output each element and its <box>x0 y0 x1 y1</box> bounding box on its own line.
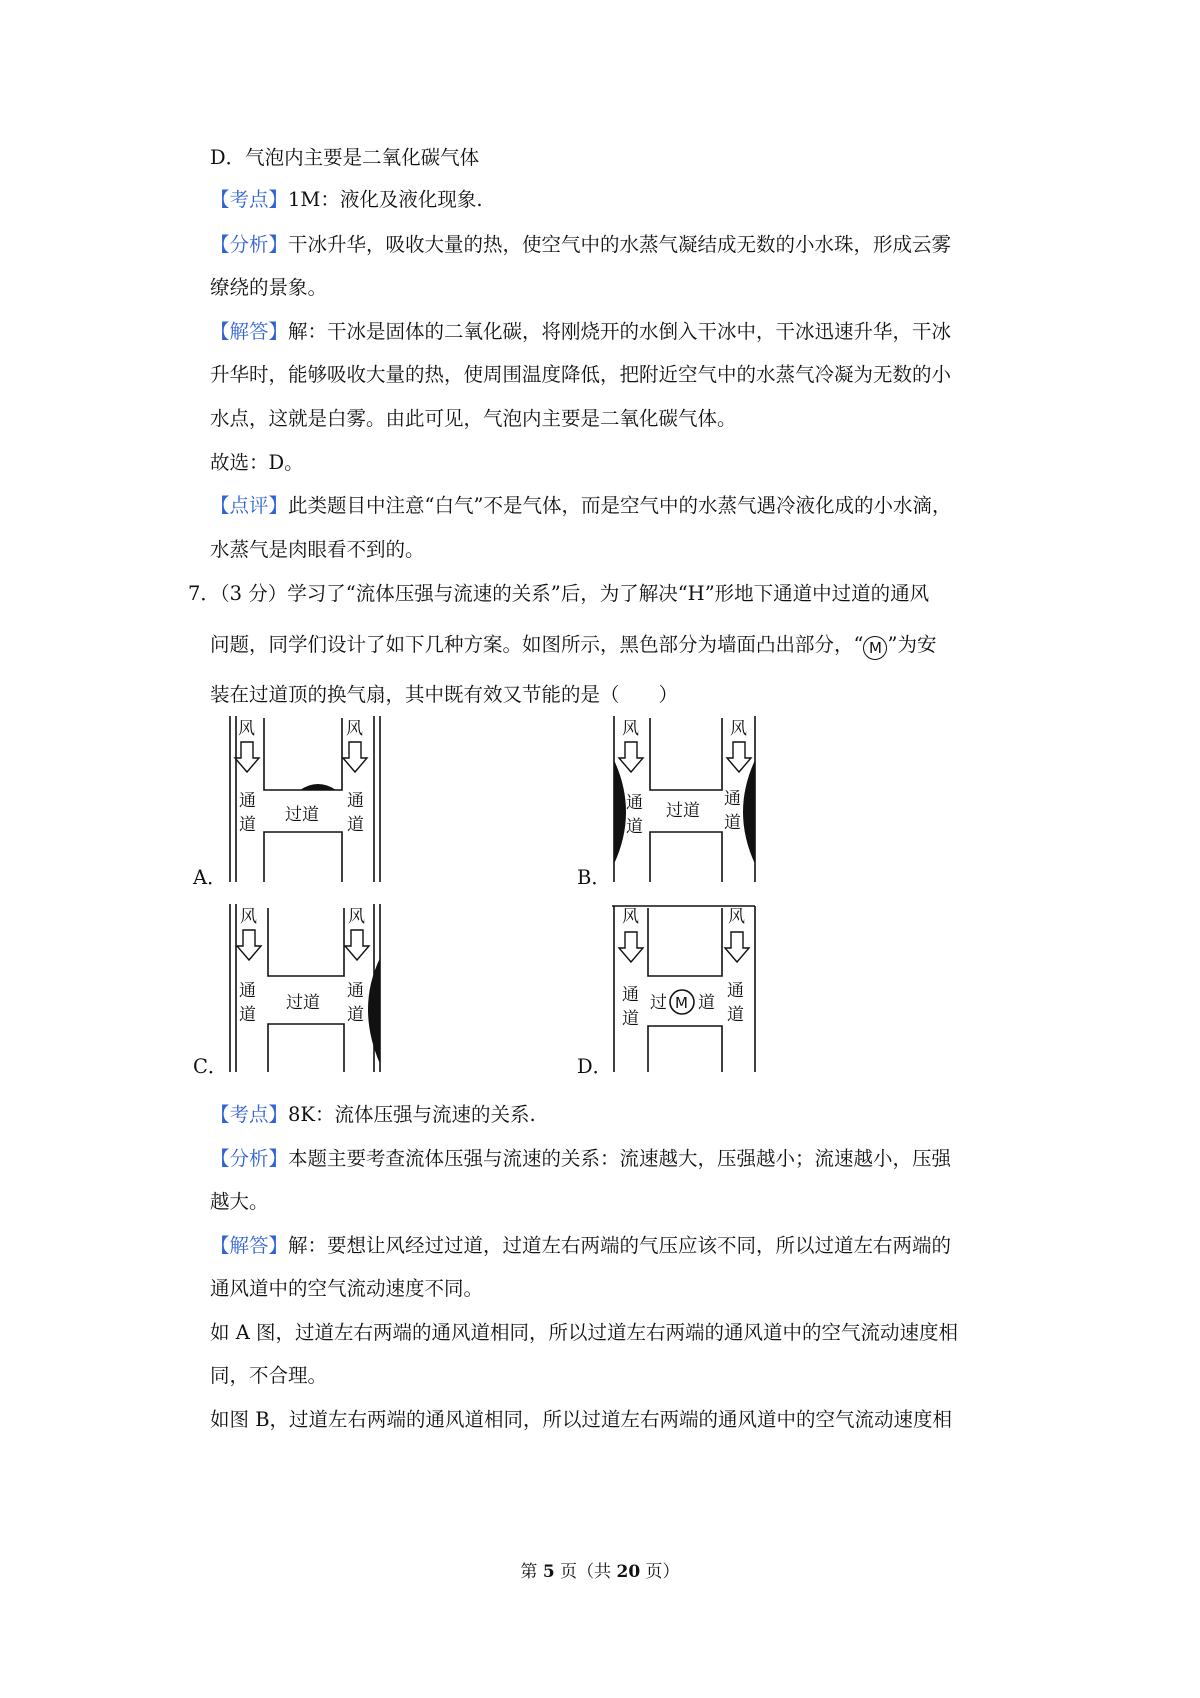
svg-text:道: 道 <box>626 817 643 837</box>
arrow-down-icon <box>725 932 749 962</box>
svg-text:通: 通 <box>347 981 364 1001</box>
jieda-line-1: 【解答】解：干冰是固体的二氧化碳，将刚烧开的水倒入干冰中，干冰迅速升华，干冰 <box>210 320 952 343</box>
question-7-line-2: 问题，同学们设计了如下几种方案。如图所示，黑色部分为墙面凸出部分，“ M ”为安 <box>210 633 936 660</box>
wind-label-left: 风 <box>238 719 255 739</box>
arrow-down-icon <box>235 742 259 772</box>
svg-text:风: 风 <box>622 907 639 927</box>
arrow-down-icon <box>727 742 751 772</box>
kaodian-tag: 【考点】 <box>210 188 289 211</box>
fenxi-line-2: 缭绕的景象。 <box>210 276 328 299</box>
kaodian-line-2: 【考点】8K：流体压强与流速的关系. <box>210 1103 536 1126</box>
svg-text:风: 风 <box>348 907 365 927</box>
svg-text:风: 风 <box>728 907 745 927</box>
fenxi-line-4: 越大。 <box>210 1190 269 1213</box>
figure-b <box>610 716 760 884</box>
arrow-down-icon <box>343 742 367 772</box>
motor-symbol-icon: M <box>863 636 887 660</box>
svg-text:风: 风 <box>622 719 639 739</box>
option-b-label: B． <box>577 866 611 889</box>
svg-text:道: 道 <box>724 813 741 833</box>
svg-text:道: 道 <box>239 1005 256 1025</box>
option-d-text: D．气泡内主要是二氧化碳气体 <box>210 146 480 169</box>
fenxi-line-1: 【分析】干冰升华，吸收大量的热，使空气中的水蒸气凝结成无数的小水珠，形成云雾 <box>210 233 952 256</box>
svg-text:道: 道 <box>239 815 256 835</box>
option-d-label: D． <box>577 1055 613 1078</box>
svg-text:风: 风 <box>240 907 257 927</box>
svg-text:通: 通 <box>239 981 256 1001</box>
svg-text:道: 道 <box>347 815 364 835</box>
svg-text:过道: 过道 <box>286 993 320 1013</box>
answer-line: 故选：D。 <box>210 451 304 474</box>
jieda-line-6: 如 A 图，过道左右两端的通风道相同，所以过道左右两端的通风道中的空气流动速度相 <box>210 1321 958 1344</box>
svg-text:通: 通 <box>724 789 741 809</box>
svg-text:通: 通 <box>239 791 256 811</box>
arrow-down-icon <box>619 742 643 772</box>
page-number: 5 <box>542 1562 555 1582</box>
question-number: 7． <box>188 582 220 605</box>
svg-text:通: 通 <box>347 791 364 811</box>
question-7-line-3: 装在过道顶的换气扇，其中既有效又节能的是（ ） <box>210 683 679 706</box>
svg-text:通: 通 <box>622 985 639 1005</box>
jieda-line-4: 【解答】解：要想让风经过过道，过道左右两端的气压应该不同，所以过道左右两端的 <box>210 1234 952 1257</box>
svg-text:过道: 过道 <box>285 805 319 825</box>
jieda-tag: 【解答】 <box>210 320 289 343</box>
page-total: 20 <box>616 1562 641 1582</box>
jieda-line-7: 同，不合理。 <box>210 1364 328 1387</box>
jieda-line-5: 通风道中的空气流动速度不同。 <box>210 1277 484 1300</box>
jieda-line-3: 水点，这就是白雾。由此可见，气泡内主要是二氧化碳气体。 <box>210 407 737 430</box>
wind-label-right: 风 <box>346 719 363 739</box>
figure-c <box>228 904 388 1074</box>
question-7-line-1: 7．（3 分）学习了“流体压强与流速的关系”后，为了解决“H”形地下通道中过道的通风 <box>188 582 930 605</box>
svg-text:道: 道 <box>698 993 715 1013</box>
figure-d <box>610 904 760 1074</box>
jieda-line-2: 升华时，能够吸收大量的热，使周围温度降低，把附近空气中的水蒸气冷凝为无数的小 <box>210 363 952 386</box>
arrow-down-icon <box>619 932 643 962</box>
arrow-down-icon <box>345 930 369 960</box>
kaodian-line: 【考点】1M：液化及液化现象. <box>210 188 483 211</box>
dianping-tag: 【点评】 <box>210 494 289 517</box>
option-a-label: A． <box>193 866 227 889</box>
svg-text:过道: 过道 <box>666 801 700 821</box>
svg-text:道: 道 <box>347 1005 364 1025</box>
arrow-down-icon <box>237 930 261 960</box>
fenxi-line-3: 【分析】本题主要考查流体压强与流速的关系：流速越大，压强越小；流速越小，压强 <box>210 1147 952 1170</box>
jieda-line-8: 如图 B，过道左右两端的通风道相同，所以过道左右两端的通风道中的空气流动速度相 <box>210 1408 953 1431</box>
svg-text:道: 道 <box>727 1005 744 1025</box>
fenxi-tag: 【分析】 <box>210 233 289 256</box>
option-c-label: C． <box>193 1055 228 1078</box>
svg-text:M: M <box>675 994 688 1012</box>
page-footer: 第 5 页（共 20 页） <box>520 1562 680 1582</box>
svg-text:通: 通 <box>727 981 744 1001</box>
figure-a <box>228 716 388 884</box>
svg-text:过: 过 <box>650 993 667 1013</box>
svg-text:道: 道 <box>622 1009 639 1029</box>
dianping-line-1: 【点评】此类题目中注意“白气”不是气体，而是空气中的水蒸气遇冷液化成的小水滴， <box>210 494 952 517</box>
dianping-line-2: 水蒸气是肉眼看不到的。 <box>210 538 425 561</box>
svg-text:通: 通 <box>626 793 643 813</box>
svg-text:风: 风 <box>730 719 747 739</box>
